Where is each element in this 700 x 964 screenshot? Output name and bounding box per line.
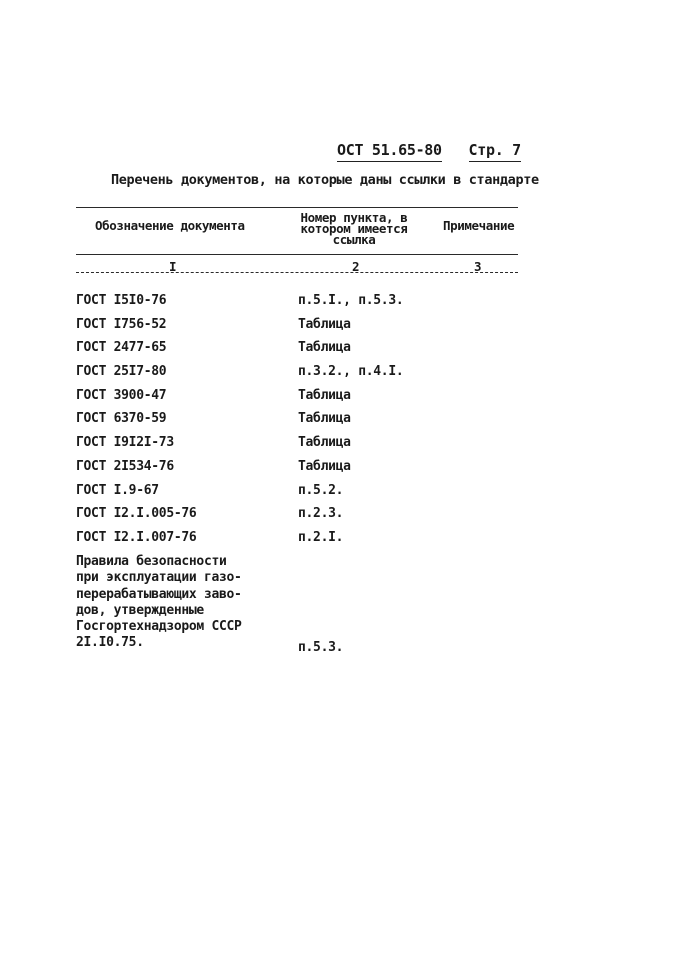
clause-reference: п.2.I.: [298, 529, 344, 545]
document-designation: ГОСТ 2477-65: [76, 340, 167, 356]
header-bottom-rule: [76, 254, 518, 255]
table-row: [76, 411, 526, 435]
document-line: перерабатывающих заво-: [76, 586, 242, 602]
table-body: [76, 293, 526, 554]
table-row: [76, 364, 526, 388]
table-row: [76, 459, 526, 483]
document-list-title: Перечень документов, на которые даны ссылки в стандарте: [111, 172, 539, 188]
clause-reference: п.3.2., п.4.I.: [298, 364, 404, 380]
table-row: [76, 293, 526, 317]
table-row: [76, 388, 526, 412]
document-designation: ГОСТ 25I7-80: [76, 364, 167, 380]
document-designation: ГОСТ 2I534-76: [76, 458, 174, 474]
document-designation: ГОСТ I5I0-76: [76, 293, 167, 308]
document-designation: ГОСТ I2.I.005-76: [76, 506, 197, 522]
document-designation: ГОСТ I9I2I-73: [76, 435, 174, 451]
clause-reference: п.2.3.: [298, 506, 344, 522]
standard-code: ОСТ 51.65-80: [337, 141, 442, 162]
clause-reference: Таблица: [298, 411, 351, 427]
clause-reference: Таблица: [298, 316, 351, 332]
column-number-1: I: [169, 259, 177, 274]
clause-reference: п.5.2.: [298, 482, 344, 498]
page-number: Стр. 7: [469, 141, 521, 162]
column-header-clause: Номер пункта, в котором имеется ссылка: [300, 210, 408, 247]
document-line: 2I.I0.75.: [76, 635, 144, 651]
column-header-note: Примечание: [443, 218, 515, 233]
document-designation: ГОСТ 6370-59: [76, 411, 167, 427]
clause-reference: п.5.I., п.5.3.: [298, 293, 404, 308]
table-row: [76, 506, 526, 530]
column-header-document: Обозначение документа: [95, 218, 245, 233]
document-designation: ГОСТ I756-52: [76, 316, 167, 332]
document-line: дов, утвержденные: [76, 602, 204, 618]
clause-reference: Таблица: [298, 387, 351, 403]
table-top-rule: [76, 207, 518, 208]
table-row: [76, 483, 526, 507]
table-row: [76, 317, 526, 341]
document-designation: ГОСТ I.9-67: [76, 482, 159, 498]
document-designation: ГОСТ I2.I.007-76: [76, 529, 197, 545]
page-header: [337, 141, 521, 162]
table-row: [76, 530, 526, 554]
table-row: [76, 340, 526, 364]
clause-reference: Таблица: [298, 340, 351, 356]
column-number-3: 3: [474, 259, 482, 274]
column-number-2: 2: [352, 259, 360, 274]
column-numbers-rule: [76, 272, 518, 273]
table-row: [76, 435, 526, 459]
clause-reference: Таблица: [298, 458, 351, 474]
clause-reference: п.5.3.: [298, 640, 344, 655]
document-line: при эксплуатации газо-: [76, 570, 242, 586]
document-line: Правила безопасности: [76, 554, 227, 569]
document-designation: ГОСТ 3900-47: [76, 387, 167, 403]
clause-reference: Таблица: [298, 435, 351, 451]
document-line: Госгортехнадзором СССР: [76, 619, 242, 635]
safety-rules-document: [76, 554, 242, 652]
